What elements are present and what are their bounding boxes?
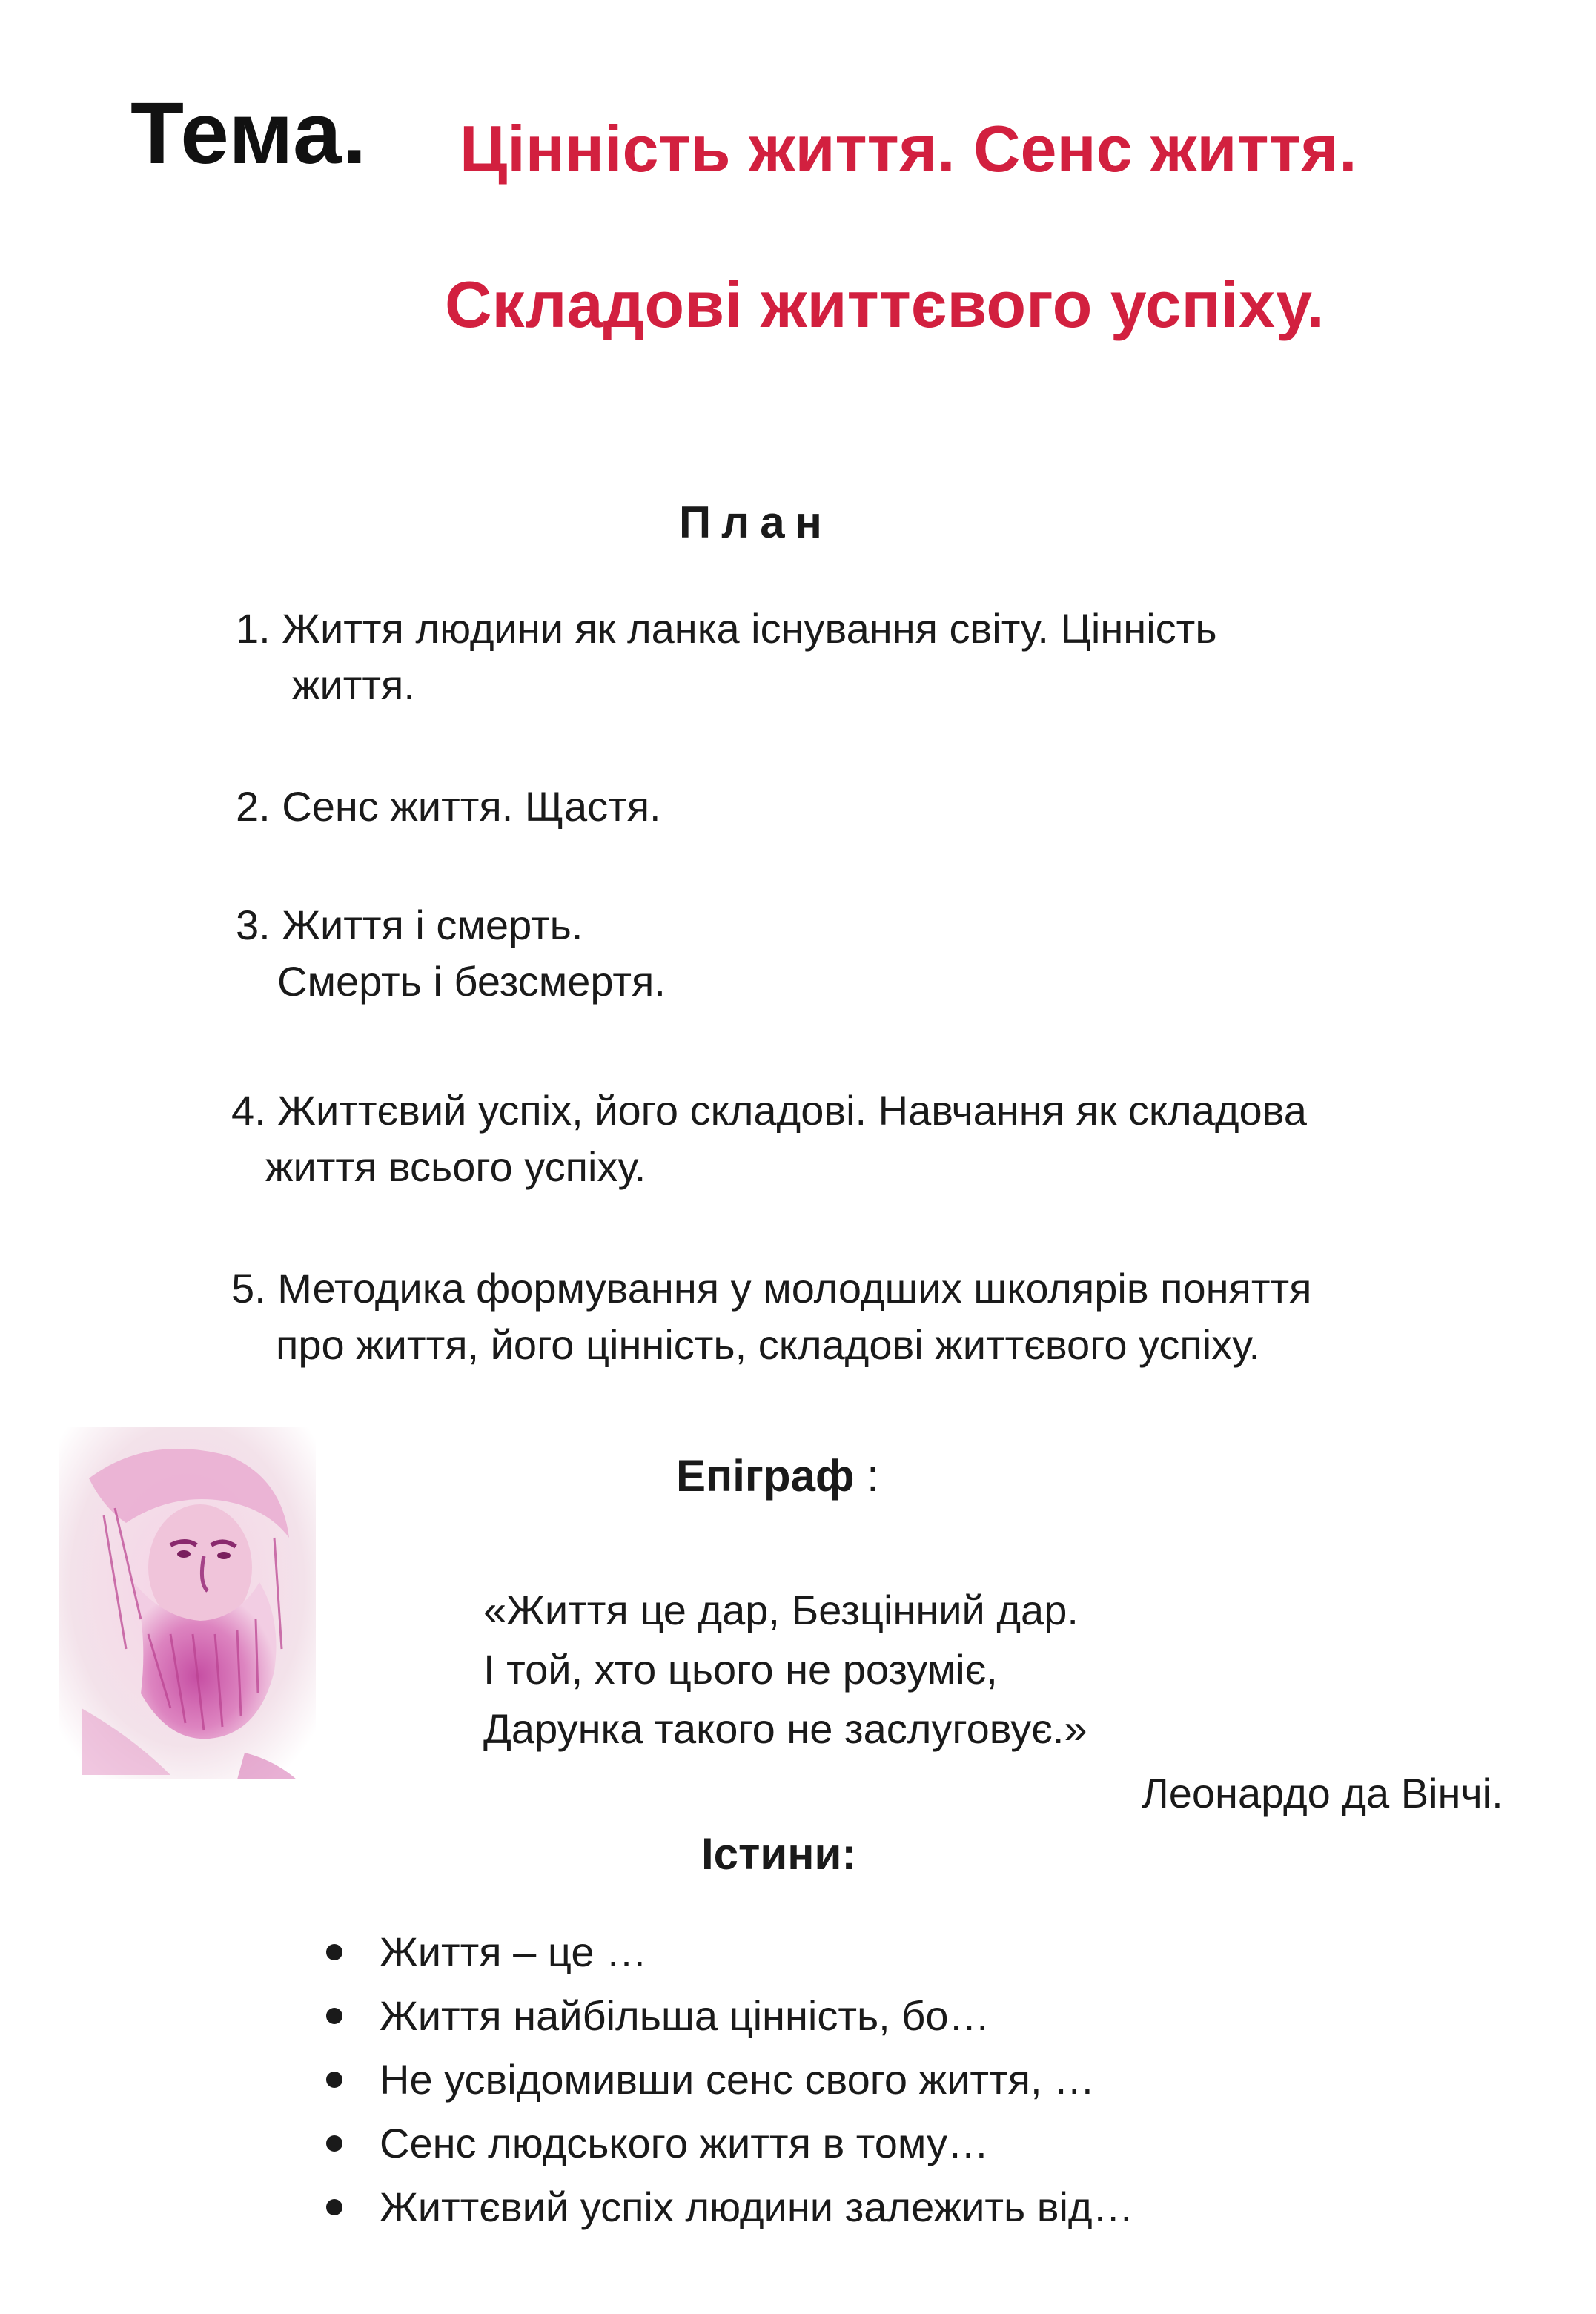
truths-item-text: Життєвий успіх людини залежить від… [380, 2184, 1134, 2230]
epigraph-heading-colon: : [854, 1451, 879, 1501]
topic-title-line-2: Складові життєвого успіху. [445, 268, 1325, 341]
epigraph-author: Леонардо да Вінчі. [1142, 1770, 1503, 1817]
plan-item-5-line-2: про життя, його цінність, складові життєвого успіху. [276, 1321, 1261, 1368]
epigraph-heading [676, 1450, 879, 1501]
topic-title-line-1: Цінність життя. Сенс життя. [460, 112, 1357, 185]
plan-item-3-line-1: 3. Життя і смерть. [236, 902, 583, 948]
truths-list-item [326, 2048, 1134, 2112]
plan-item-4-line-1: 4. Життєвий успіх, його складові. Навчання як складова [231, 1087, 1307, 1134]
plan-item-5 [231, 1260, 1311, 1373]
epigraph-quote-line-3: Дарунка такого не заслуговує.» [483, 1705, 1087, 1752]
truths-list-item [326, 2175, 1134, 2239]
topic-label: Тема. [130, 85, 368, 182]
bullet-icon [326, 2072, 342, 2088]
truths-list [326, 1920, 1134, 2239]
truths-item-text: Сенс людського життя в тому… [380, 2120, 990, 2166]
plan-item-4-line-2: життя всього успіху. [265, 1143, 646, 1190]
plan-item-5-line-1: 5. Методика формування у молодших школярів поняття [231, 1265, 1312, 1312]
epigraph-quote [483, 1581, 1087, 1759]
bullet-icon [326, 1944, 342, 1960]
truths-list-item [326, 1920, 1134, 1984]
leonardo-portrait-icon [59, 1427, 316, 1779]
plan-item-4 [231, 1082, 1307, 1195]
truths-item-text: Життя найбільша цінність, бо… [380, 1992, 990, 2039]
truths-heading: Істини: [701, 1829, 857, 1879]
plan-item-2-line-1: 2. Сенс життя. Щастя. [236, 783, 661, 830]
epigraph-heading-text: Епіграф [676, 1451, 855, 1501]
truths-list-item [326, 1984, 1134, 2048]
bullet-icon [326, 2199, 342, 2215]
plan-heading: План [679, 497, 832, 547]
bullet-icon [326, 2135, 342, 2152]
plan-item-2 [236, 779, 661, 835]
truths-list-item [326, 2112, 1134, 2175]
plan-item-1 [236, 601, 1217, 713]
plan-item-3 [236, 897, 666, 1010]
truths-item-text: Не усвідомивши сенс свого життя, … [380, 2056, 1096, 2103]
bullet-icon [326, 2008, 342, 2024]
epigraph-quote-line-1: «Життя це дар, Безцінний дар. [483, 1587, 1079, 1633]
plan-item-3-line-2: Смерть і безсмертя. [277, 958, 666, 1005]
plan-item-1-line-2: життя. [292, 661, 415, 708]
epigraph-quote-line-2: І той, хто цього не розуміє, [483, 1646, 998, 1693]
plan-item-1-line-1: 1. Життя людини як ланка існування світу. Цінність [236, 605, 1217, 652]
truths-item-text: Життя – це … [380, 1928, 648, 1975]
